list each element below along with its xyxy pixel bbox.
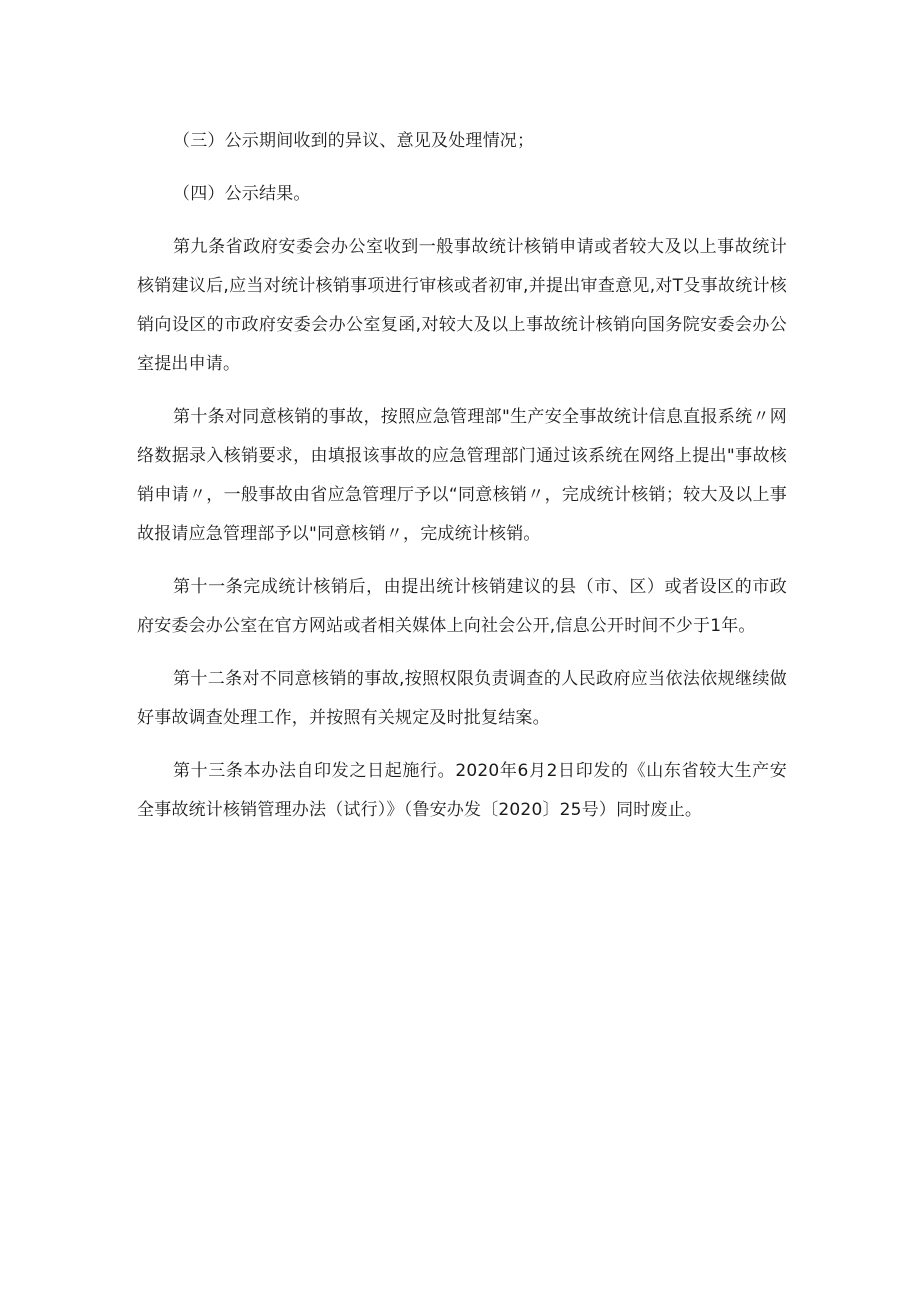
paragraph-article-13: 第十三条本办法自印发之日起施行。2020年6月2日印发的《山东省较大生产安全事故统计核销管理办法（试行）》（鲁安办发〔2020〕25号）同时废止。 (137, 761, 787, 820)
paragraph-item-3: （三）公示期间收到的异议、意见及处理情况； (173, 131, 535, 151)
paragraph-item-4: （四）公示结果。 (173, 184, 311, 204)
paragraph-article-9: 第九条省政府安委会办公室收到一般事故统计核销申请或者较大及以上事故统计核销建议后,应当对统计核销事项进行审核或者初审,并提出审查意见,对T殳事故统计核销向设区的市政府安委会办公室复函,对较大及以上事故统计核销向国务院安委会办公室提出申请。 (137, 237, 787, 374)
document-body (137, 122, 787, 844)
paragraph-article-11: 第十一条完成统计核销后，由提出统计核销建议的县（市、区）或者设区的市政府安委会办公室在官方网站或者相关媒体上向社会公开,信息公开时间不少于1年。 (137, 577, 787, 636)
paragraph-article-12: 第十二条对不同意核销的事故,按照权限负责调查的人民政府应当依法依规继续做好事故调查处理工作，并按照有关规定及时批复结案。 (137, 669, 787, 728)
paragraph-article-10: 第十条对同意核销的事故，按照应急管理部"生产安全事故统计信息直报系统〃网络数据录入核销要求，由填报该事故的应急管理部门通过该系统在网络上提出"事故核销申请〃，一般事故由省应急管理厅予以“同意核销〃，完成统计核销；较大及以上事故报请应急管理部予以"同意核销〃，完成统计核销。 (137, 407, 787, 544)
